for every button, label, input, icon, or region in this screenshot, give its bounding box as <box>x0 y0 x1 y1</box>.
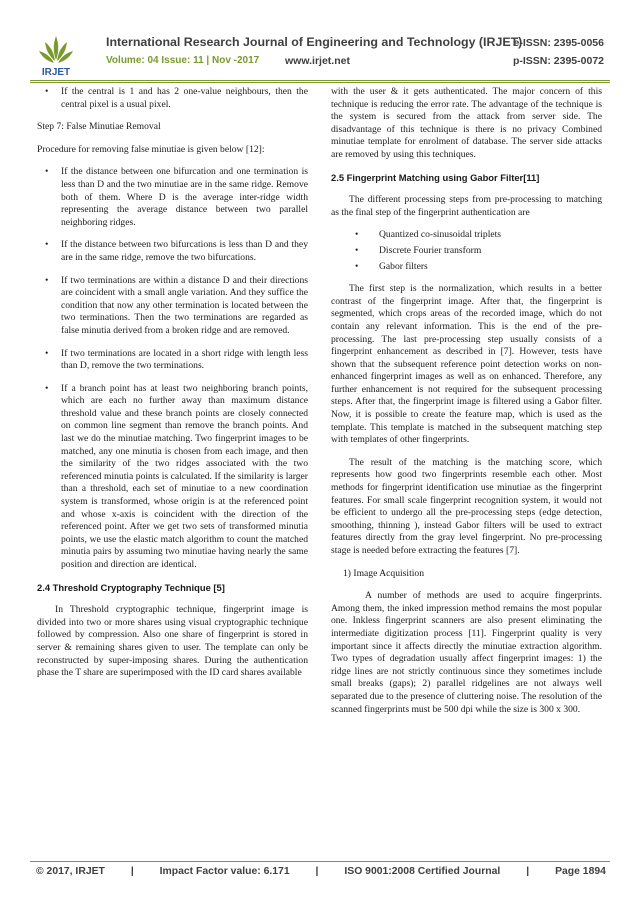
footer-divider <box>30 861 610 862</box>
footer-separator: | <box>130 866 134 877</box>
paragraph: A number of methods are used to acquire fingerprints. Among them, the inked impression method remains the most popular one. Inkless fingerprint scanners are also present eliminating the intermediate digitization process [11]. Fingerprint quality is very important since it affects directly the minutiae extraction algorithm. Two types of degradation usually affect fingerprint images: 1) the ridge lines are not strictly continuous since they sometimes include small breaks (gaps); 2) parallel ridgelines are not always well separated due to the presence of cluttering noise. The resolution of the scanned fingerprints must be 500 dpi while the size is 300 x 300. <box>331 590 602 715</box>
copyright: © 2017, IRJET <box>36 866 105 877</box>
sub-heading-image-acquisition: 1) Image Acquisition <box>343 567 424 579</box>
logo-text: IRJET <box>41 67 71 78</box>
bullet-list-top <box>37 86 308 111</box>
processing-steps-list <box>331 229 602 273</box>
p-issn: p-ISSN: 2395-0072 <box>512 55 604 67</box>
page-footer <box>36 866 606 877</box>
paragraph: with the user & it gets authenticated. The major concern of this technique is reducing the error rate. The advantage of the technique is the system is secured from the attack from server side. The disadvantage of this technique is there is no privacy Combined minutiae template for enrolment of database. The server side attacks are removed by using this techniques. <box>331 86 602 160</box>
false-minutiae-list <box>37 166 308 571</box>
footer-separator: | <box>526 866 530 877</box>
list-item: • Quantized co-sinusoidal triplets <box>331 229 602 242</box>
volume-issue: Volume: 04 Issue: 11 | Nov -2017 <box>106 55 260 66</box>
left-column <box>37 86 308 690</box>
iso-certification: ISO 9001:2008 Certified Journal <box>344 866 501 877</box>
list-item: • If two terminations are within a distance D and their directions are coincident with a small angle variation. And they suffice the condition that now any other termination is located between the two terminations. Then the two terminations are regarded as false minutia derived from a broken ridge and are removed. <box>37 275 308 338</box>
journal-header <box>30 30 610 80</box>
page-number: Page 1894 <box>555 866 606 877</box>
website-link[interactable]: www.irjet.net <box>285 55 350 67</box>
paragraph: The different processing steps from pre-processing to matching as the final step of the fingerprint authentication are <box>331 194 602 218</box>
list-item: • If a branch point has at least two neighboring branch points, which are each no further away than maximum distance threshold value and these branch points are closely connected on common line segment than remove the branch points. And last we do the minutiae matching. Two fingerprint images to be matched, any one minutia is chosen from each image, and then the similarity of the two ridges associated with the two referenced minutia points is calculated. If the similarity is larger than a threshold, each set of minutiae to a new coordination system is transformed, whose origin is at the referenced point and whose x-axis is coincident with the direction of the referenced point. After we get two sets of transformed minutia points, we use the elastic match algorithm to count the matched minutia pairs by assuming two minutiae having nearly the same position and direction are identical. <box>37 383 308 572</box>
header-divider <box>30 80 610 83</box>
e-issn: e-ISSN: 2395-0056 <box>513 37 604 49</box>
list-item: • If the central is 1 and has 2 one-value neighbours, then the central pixel is a usual pixel. <box>37 86 308 111</box>
list-item: • If the distance between two bifurcations is less than D and they are in the same ridge, remove the two bifurcations. <box>37 239 308 264</box>
section-heading-2-5: 2.5 Fingerprint Matching using Gabor Filter[11] <box>331 171 540 183</box>
irjet-logo-icon <box>36 34 76 78</box>
journal-title: International Research Journal of Engineering and Technology (IRJET) <box>106 35 523 49</box>
right-column <box>331 86 602 726</box>
list-item: • If two terminations are located in a short ridge with length less than D, remove the two terminations. <box>37 348 308 373</box>
list-item: • If the distance between one bifurcation and one termination is less than D and the two minutiae are in the same ridge. Remove both of them. Where D is the average inter-ridge width representing the average distance between two parallel neighboring ridges. <box>37 166 308 229</box>
paragraph: In Threshold cryptographic technique, fingerprint image is divided into two or more shares using visual cryptographic technique followed by compression. Also one share of fingerprint is stored in server & remaining shares given to user. The template can only be reconstructed by super-imposing shares. During the authentication phase the T share are superimposed with the ID card shares available <box>37 604 308 679</box>
paragraph: The first step is the normalization, which results in a better contrast of the fingerprint image. After that, the fingerprint is segmented, which crops areas of the recorded image, which do not contain any relevant information. This is the end of the pre-processing. The last pre-processing step usually consists of a fingerprint enhancement as described in [7]. However, tests have shown that the subsequent reference point detection works on non-enhanced fingerprint images as well as on enhanced. Therefore, any further enhancement is not required for the subsequent processing steps. After that, the fingerprint image is filtered using a Gabor filter. Now, it is possible to create the feature map, which is used as the template. This template is matched in the subsequent matching step with templates of other fingerprints. <box>331 283 602 446</box>
paragraph: The result of the matching is the matching score, which represents how good two fingerprints resemble each other. Most methods for fingerprint identification use minutiae as the fingerprint features. For small scale fingerprint recognition system, it would not be efficient to undergo all the pre-processing steps (edge detection, smoothing, thinning ), instead Gabor filters will be used to extract features directly from the gray level fingerprint. No pre-processing stage is needed before extracting the features [7]. <box>331 456 602 556</box>
step7-heading: Step 7: False Minutiae Removal <box>37 121 161 133</box>
list-item: • Gabor filters <box>331 261 602 274</box>
section-heading-2-4: 2.4 Threshold Cryptography Technique [5] <box>37 581 225 593</box>
footer-separator: | <box>315 866 319 877</box>
impact-factor: Impact Factor value: 6.171 <box>159 866 290 877</box>
list-item: • Discrete Fourier transform <box>331 245 602 258</box>
procedure-text: Procedure for removing false minutiae is given below [12]: <box>37 143 265 155</box>
